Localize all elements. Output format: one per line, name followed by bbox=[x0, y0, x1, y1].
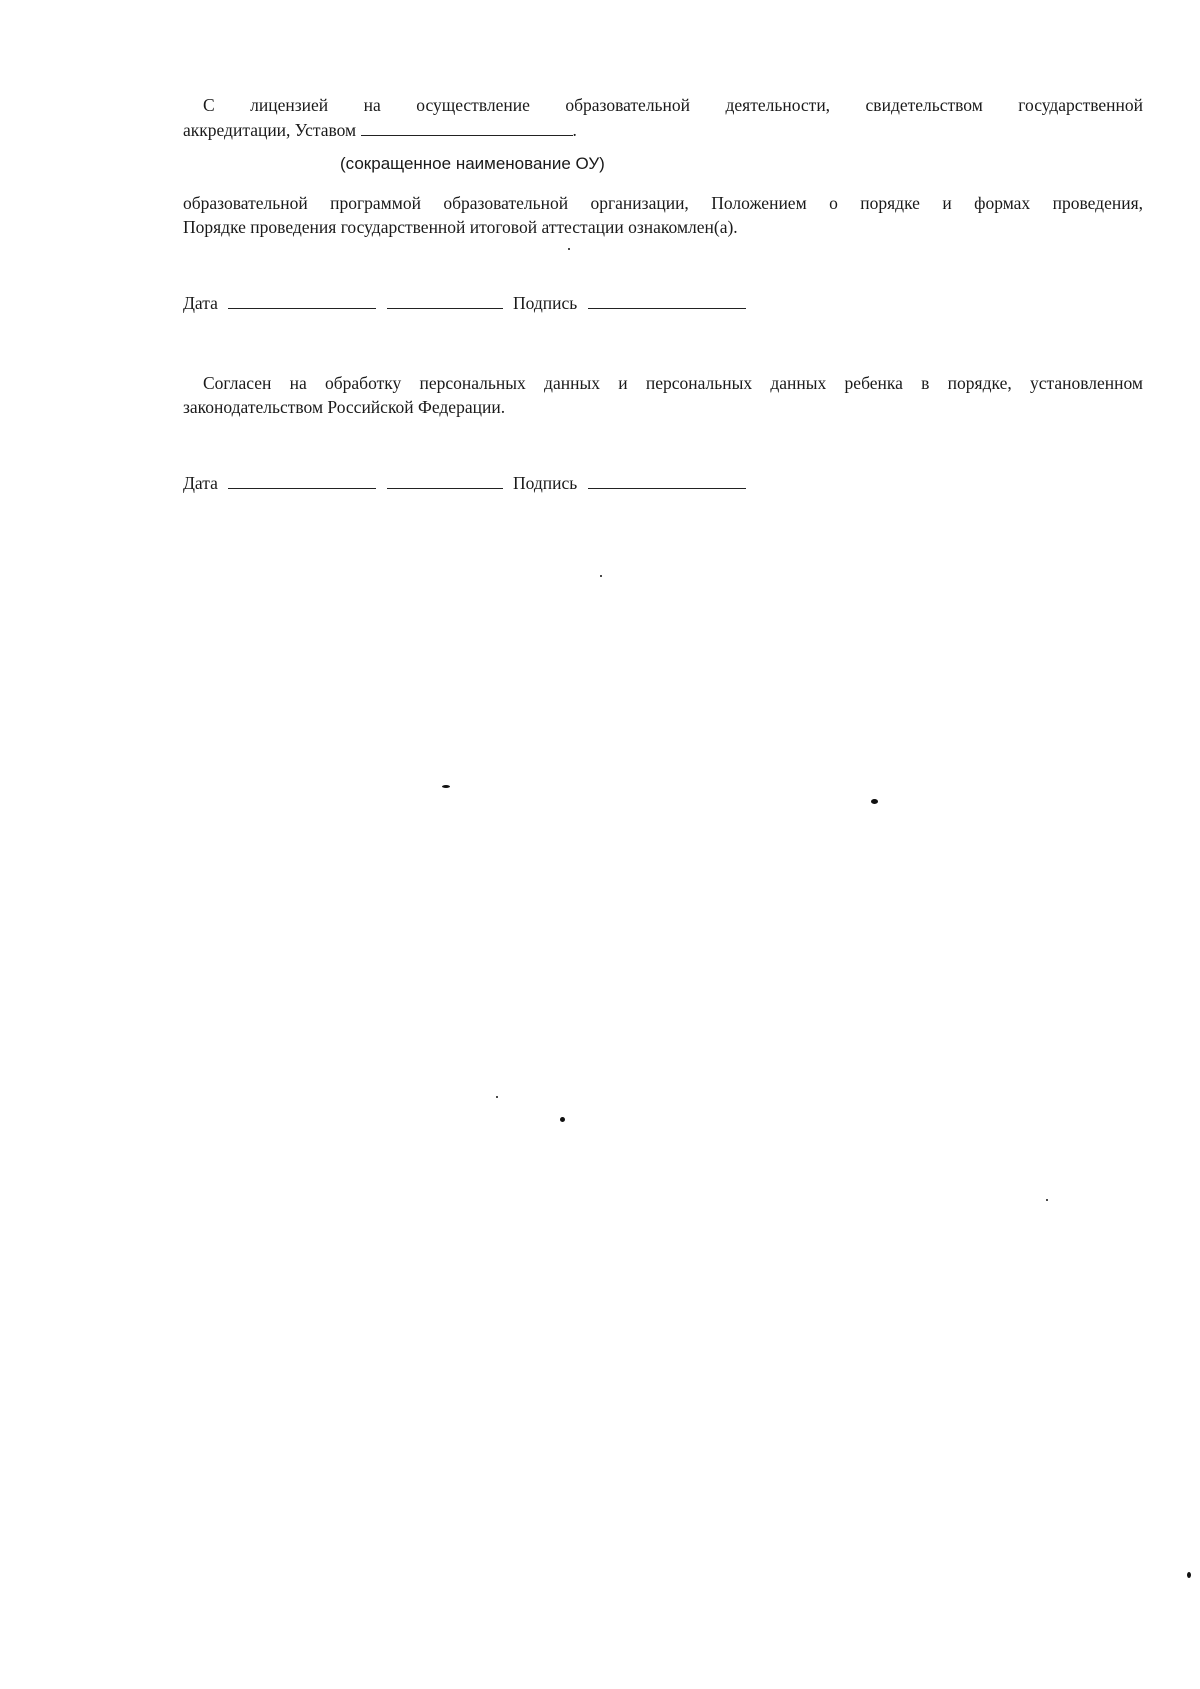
ack-line-1: С лицензией на осуществление образовательной деятельности, свидетельством государственной bbox=[203, 95, 1143, 115]
signature-label-1: Подпись bbox=[513, 293, 578, 313]
scan-speck bbox=[568, 248, 570, 250]
scan-speck bbox=[560, 1117, 565, 1122]
scan-speck bbox=[442, 785, 450, 788]
scan-speck bbox=[496, 1096, 498, 1098]
date-label-1: Дата bbox=[183, 293, 218, 313]
date-blank-2b[interactable] bbox=[387, 470, 503, 489]
signature-blank-1[interactable] bbox=[588, 290, 746, 309]
date-label-2: Дата bbox=[183, 473, 218, 493]
scan-speck bbox=[871, 799, 878, 804]
scan-speck bbox=[1046, 1199, 1048, 1201]
acknowledgement-paragraph-cont bbox=[183, 191, 1143, 239]
acknowledgement-paragraph bbox=[183, 93, 1143, 142]
signature-row-2 bbox=[183, 470, 746, 495]
consent-line-1: Согласен на обработку персональных данных и персональных данных ребенка в порядке, установленном bbox=[203, 373, 1143, 393]
signature-label-2: Подпись bbox=[513, 473, 578, 493]
ack-line-2 bbox=[183, 117, 1143, 142]
ack-line-3: образовательной программой образовательной организации, Положением о порядке и формах проведения, bbox=[183, 193, 1143, 213]
date-blank-1a[interactable] bbox=[228, 290, 376, 309]
ack-line-2-suffix: . bbox=[572, 120, 577, 140]
scan-speck bbox=[1187, 1572, 1191, 1578]
date-blank-1b[interactable] bbox=[387, 290, 503, 309]
consent-paragraph bbox=[183, 371, 1143, 419]
ack-line-2-prefix: аккредитации, Уставом bbox=[183, 120, 357, 140]
scan-speck bbox=[600, 575, 602, 577]
ack-line-4: Порядке проведения государственной итоговой аттестации ознакомлен(а). bbox=[183, 217, 738, 237]
date-blank-2a[interactable] bbox=[228, 470, 376, 489]
signature-blank-2[interactable] bbox=[588, 470, 746, 489]
consent-line-2: законодательством Российской Федерации. bbox=[183, 397, 506, 417]
signature-row-1 bbox=[183, 290, 746, 315]
school-name-blank[interactable] bbox=[361, 117, 573, 136]
school-name-caption: (сокращенное наименование ОУ) bbox=[340, 154, 605, 173]
